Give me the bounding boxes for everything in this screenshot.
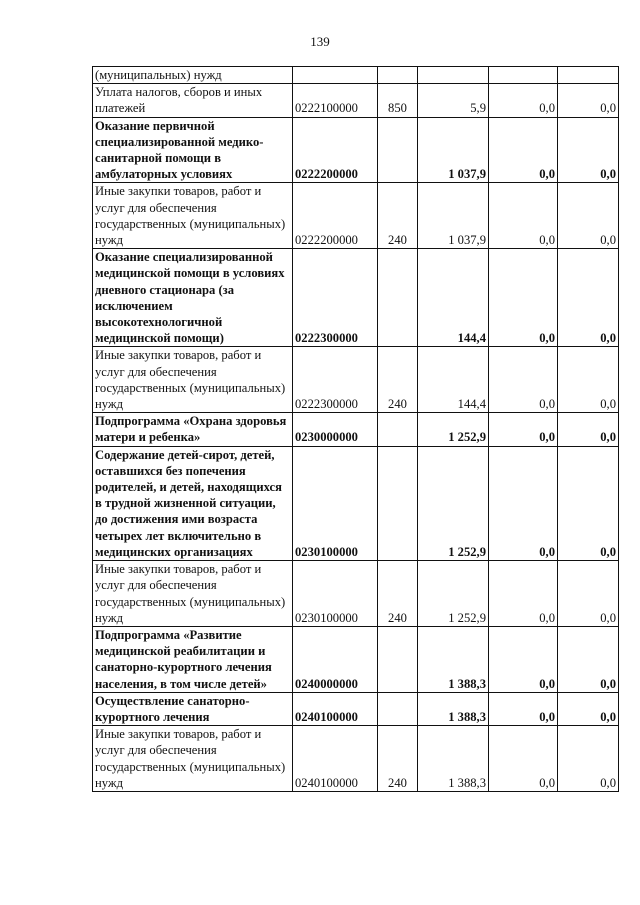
expense-type-cell: [378, 626, 418, 692]
expense-type-cell: [378, 249, 418, 347]
amount-year2-cell: 0,0: [489, 84, 558, 117]
amount-year3-cell: 0,0: [558, 347, 619, 413]
item-name-cell: (муниципальных) нужд: [93, 67, 293, 84]
item-name-cell: Уплата налогов, сборов и иных платежей: [93, 84, 293, 117]
target-code-cell: 0230100000: [293, 446, 378, 560]
amount-year3-cell: 0,0: [558, 446, 619, 560]
amount-year1-cell: [418, 67, 489, 84]
amount-year3-cell: 0,0: [558, 692, 619, 725]
target-code-cell: 0222200000: [293, 183, 378, 249]
amount-year2-cell: 0,0: [489, 626, 558, 692]
target-code-cell: 0230100000: [293, 561, 378, 627]
table-row: [93, 561, 619, 627]
expense-type-cell: 240: [378, 347, 418, 413]
amount-year1-cell: 144,4: [418, 347, 489, 413]
target-code-cell: 0230000000: [293, 413, 378, 446]
amount-year1-cell: 144,4: [418, 249, 489, 347]
amount-year2-cell: 0,0: [489, 561, 558, 627]
amount-year2-cell: 0,0: [489, 347, 558, 413]
target-code-cell: 0222200000: [293, 117, 378, 183]
amount-year2-cell: 0,0: [489, 183, 558, 249]
table-row: [93, 183, 619, 249]
amount-year1-cell: 1 037,9: [418, 117, 489, 183]
expense-type-cell: [378, 117, 418, 183]
table-row: [93, 692, 619, 725]
amount-year1-cell: 5,9: [418, 84, 489, 117]
budget-table-body: [93, 67, 619, 792]
target-code-cell: 0240000000: [293, 626, 378, 692]
table-row: [93, 726, 619, 792]
expense-type-cell: [378, 692, 418, 725]
amount-year2-cell: 0,0: [489, 446, 558, 560]
expense-type-cell: 850: [378, 84, 418, 117]
amount-year2-cell: [489, 67, 558, 84]
table-row: [93, 626, 619, 692]
amount-year3-cell: 0,0: [558, 413, 619, 446]
amount-year2-cell: 0,0: [489, 117, 558, 183]
amount-year3-cell: [558, 67, 619, 84]
item-name-cell: Подпрограмма «Охрана здоровья матери и ребенка»: [93, 413, 293, 446]
table-row: [93, 67, 619, 84]
item-name-cell: Иные закупки товаров, работ и услуг для обеспечения государственных (муниципальных) нужд: [93, 726, 293, 792]
expense-type-cell: [378, 67, 418, 84]
target-code-cell: [293, 67, 378, 84]
table-row: [93, 413, 619, 446]
amount-year1-cell: 1 388,3: [418, 626, 489, 692]
item-name-cell: Иные закупки товаров, работ и услуг для обеспечения государственных (муниципальных) нужд: [93, 561, 293, 627]
expense-type-cell: 240: [378, 726, 418, 792]
item-name-cell: Содержание детей-сирот, детей, оставшихся без попечения родителей, и детей, находящихся в трудной жизненной ситуации, до достижения ими возраста четырех лет включительно в медицинских организациях: [93, 446, 293, 560]
item-name-cell: Оказание первичной специализированной медико-санитарной помощи в амбулаторных условиях: [93, 117, 293, 183]
amount-year3-cell: 0,0: [558, 249, 619, 347]
amount-year3-cell: 0,0: [558, 626, 619, 692]
amount-year1-cell: 1 388,3: [418, 726, 489, 792]
target-code-cell: 0240100000: [293, 692, 378, 725]
item-name-cell: Иные закупки товаров, работ и услуг для обеспечения государственных (муниципальных) нужд: [93, 183, 293, 249]
amount-year3-cell: 0,0: [558, 183, 619, 249]
expense-type-cell: [378, 446, 418, 560]
table-row: [93, 117, 619, 183]
target-code-cell: 0240100000: [293, 726, 378, 792]
amount-year2-cell: 0,0: [489, 413, 558, 446]
amount-year3-cell: 0,0: [558, 561, 619, 627]
item-name-cell: Подпрограмма «Развитие медицинской реабилитации и санаторно-курортного лечения населения, в том числе детей»: [93, 626, 293, 692]
expense-type-cell: [378, 413, 418, 446]
item-name-cell: Оказание специализированной медицинской помощи в условиях дневного стационара (за исключением высокотехнологичной медицинской помощи): [93, 249, 293, 347]
amount-year2-cell: 0,0: [489, 726, 558, 792]
amount-year3-cell: 0,0: [558, 117, 619, 183]
item-name-cell: Осуществление санаторно-курортного лечения: [93, 692, 293, 725]
amount-year1-cell: 1 252,9: [418, 413, 489, 446]
item-name-cell: Иные закупки товаров, работ и услуг для обеспечения государственных (муниципальных) нужд: [93, 347, 293, 413]
amount-year3-cell: 0,0: [558, 84, 619, 117]
amount-year1-cell: 1 037,9: [418, 183, 489, 249]
expense-type-cell: 240: [378, 561, 418, 627]
amount-year1-cell: 1 388,3: [418, 692, 489, 725]
page-number: 139: [310, 34, 330, 49]
target-code-cell: 0222300000: [293, 347, 378, 413]
target-code-cell: 0222100000: [293, 84, 378, 117]
expense-type-cell: 240: [378, 183, 418, 249]
amount-year2-cell: 0,0: [489, 692, 558, 725]
amount-year3-cell: 0,0: [558, 726, 619, 792]
table-row: [93, 84, 619, 117]
amount-year1-cell: 1 252,9: [418, 561, 489, 627]
table-row: [93, 347, 619, 413]
amount-year2-cell: 0,0: [489, 249, 558, 347]
target-code-cell: 0222300000: [293, 249, 378, 347]
amount-year1-cell: 1 252,9: [418, 446, 489, 560]
budget-table: [92, 66, 619, 792]
table-row: [93, 249, 619, 347]
table-row: [93, 446, 619, 560]
